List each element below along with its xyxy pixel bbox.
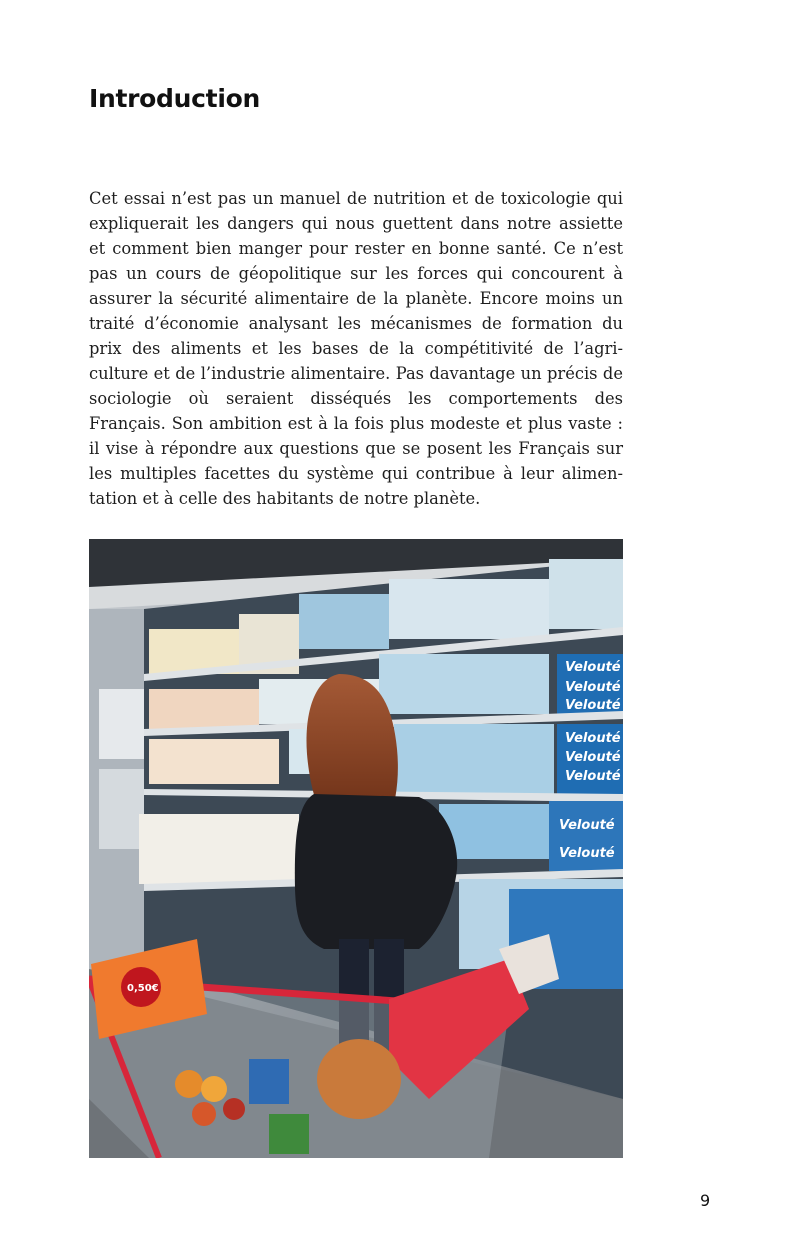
- brand-label: Velouté: [559, 846, 615, 861]
- brand-label: Velouté: [565, 680, 621, 695]
- brand-label: Velouté: [565, 698, 621, 713]
- page-title: Introduction: [89, 84, 260, 113]
- brand-label: Velouté: [565, 731, 621, 746]
- brand-label: Velouté: [565, 769, 621, 784]
- page-number: 9: [700, 1191, 711, 1210]
- price-text: 0,50€: [127, 983, 159, 994]
- supermarket-photo: [89, 539, 623, 1158]
- intro-paragraph: Cet essai n’est pas un manuel de nutrition et de toxicologie qui expliquerait les dangers qui nous guettent dans notre assiette et comment bien manger pour rester en bonne santé. Ce n’est pas un cours de géopolitique sur les forces qui concourent à assurer la sécurité alimentaire de la planète. Encore moins un traité d’économie analysant les mécanismes de formation du prix des aliments et les bases de la compétitivité de l’agriculture et de l’industrie alimentaire. Pas davantage un précis de sociologie où seraient disséqués les comportements des Français. Son ambition est à la fois plus modeste et plus vaste : il vise à répondre aux questions que se posent les Français sur les multiples facettes du système qui contribue à leur alimentation et à celle des habitants de notre planète.: [89, 189, 623, 508]
- brand-label: Velouté: [565, 750, 621, 765]
- brand-label: Velouté: [565, 660, 621, 675]
- brand-label: Velouté: [559, 818, 615, 833]
